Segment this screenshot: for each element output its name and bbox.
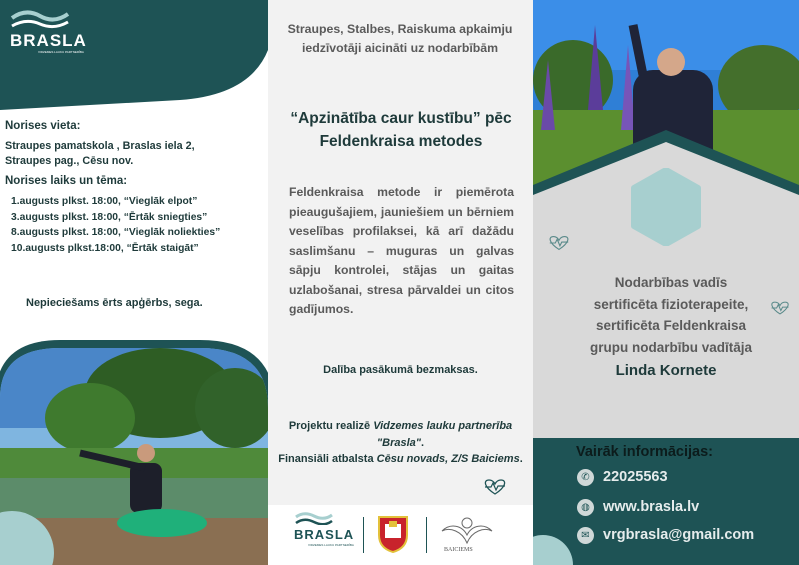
logo-text: BRASLA	[10, 31, 87, 50]
contact-section	[533, 438, 799, 565]
invitation-text: Straupes, Stalbes, Raiskuma apkaimju iedzīvotāji aicināti uz nodarbībām	[287, 22, 513, 55]
divider	[363, 517, 364, 553]
free-participation-note: Dalība pasākumā bezmaksas.	[323, 364, 478, 376]
funding-suffix: .	[519, 453, 523, 465]
schedule-item: 8.augusts plkst. 18:00, “Vieglāk noliekties”	[11, 227, 221, 238]
globe-icon: ◍	[577, 499, 594, 516]
baiciems-flower-icon	[436, 513, 498, 547]
contact-title: Vairāk informācijas:	[576, 444, 714, 460]
schedule-item: 10.augusts plkst.18:00, “Ērtāk staigāt”	[11, 242, 199, 254]
divider	[426, 517, 427, 553]
credential-line: sertificēta Feldenkraisa	[595, 318, 747, 333]
mail-icon: ✉	[577, 527, 594, 544]
venue-address	[5, 139, 195, 169]
outdoor-exercise-photo	[0, 338, 268, 565]
credential-line: sertificēta fizioterapeite,	[593, 296, 749, 312]
phone-icon: ✆	[577, 469, 594, 486]
phone-number: 22025563	[603, 469, 668, 485]
email-link[interactable]: vrgbrasla@gmail.com	[603, 527, 755, 543]
clothing-note: Nepieciešams ērts apģērbs, sega.	[26, 297, 203, 309]
cesis-coat-of-arms-icon	[377, 515, 409, 553]
right-panel	[533, 0, 799, 565]
brasla-logo-sub: VIDZEMES LAUKU PARTNERĪBA	[308, 543, 354, 547]
email-contact[interactable]	[577, 525, 754, 545]
left-panel	[0, 0, 268, 565]
project-org: Vidzemes lauku partnerība "Brasla"	[373, 420, 513, 449]
time-heading: Norises laiks un tēma:	[5, 175, 128, 187]
baiciems-logo-text: BAICIEMS	[444, 547, 473, 553]
heartbeat-icon	[482, 478, 508, 496]
funding-orgs: Cēsu novads, Z/S Baiciems	[376, 453, 520, 465]
event-title: “Apzinātība caur kustību” pēc Feldenkraisa metodes	[290, 110, 512, 150]
phone-contact	[577, 467, 668, 487]
website-contact[interactable]	[577, 497, 699, 517]
middle-panel	[268, 0, 533, 565]
schedule-list	[11, 194, 220, 256]
decorative-circle	[533, 535, 573, 565]
project-prefix: Projektu realizē	[288, 420, 374, 432]
brasla-logo	[10, 8, 87, 54]
brasla-logo-text: BRASLA	[294, 527, 355, 542]
instructor-name: Linda Kornete	[615, 362, 717, 379]
funding-prefix: Finansiāli atbalsta	[278, 453, 377, 465]
hexagon-shape	[631, 168, 701, 246]
logo-subtitle: VIDZEMES LAUKU PARTNERĪBA	[38, 50, 84, 54]
venue-line: Straupes pamatskola , Braslas iela 2,	[5, 140, 195, 152]
credential-line: Nodarbības vadīs	[614, 275, 728, 290]
venue-line: Straupes pag., Cēsu nov.	[5, 155, 134, 167]
venue-heading: Norises vieta:	[5, 120, 81, 132]
brasla-wave-icon	[294, 511, 334, 525]
method-description: Feldenkraisa metode ir piemērota pieaugušajiem, jauniešiem un bērniem veselības profilaksei, kā arī dažādu saslimšanu – muguras un galvas sāpju kontrolei, stājas un gaitas uzlabošanai, stresa pārvaldei un citos gadījumos.	[289, 185, 514, 316]
brasla-wave-icon	[10, 8, 70, 32]
partner-logos-bar	[268, 505, 533, 565]
brasla-partner-logo	[294, 511, 354, 557]
project-credits	[278, 418, 523, 468]
credential-line: grupu nodarbību vadītāja	[589, 339, 752, 355]
schedule-item: 1.augusts plkst. 18:00, “Vieglāk elpot”	[11, 196, 198, 207]
heartbeat-icon	[547, 234, 571, 252]
website-link[interactable]: www.brasla.lv	[603, 499, 700, 515]
schedule-item: 3.augusts plkst. 18:00, “Ērtāk sniegties”	[11, 211, 208, 223]
project-suffix: .	[421, 436, 425, 449]
instructor-credentials	[553, 272, 789, 358]
